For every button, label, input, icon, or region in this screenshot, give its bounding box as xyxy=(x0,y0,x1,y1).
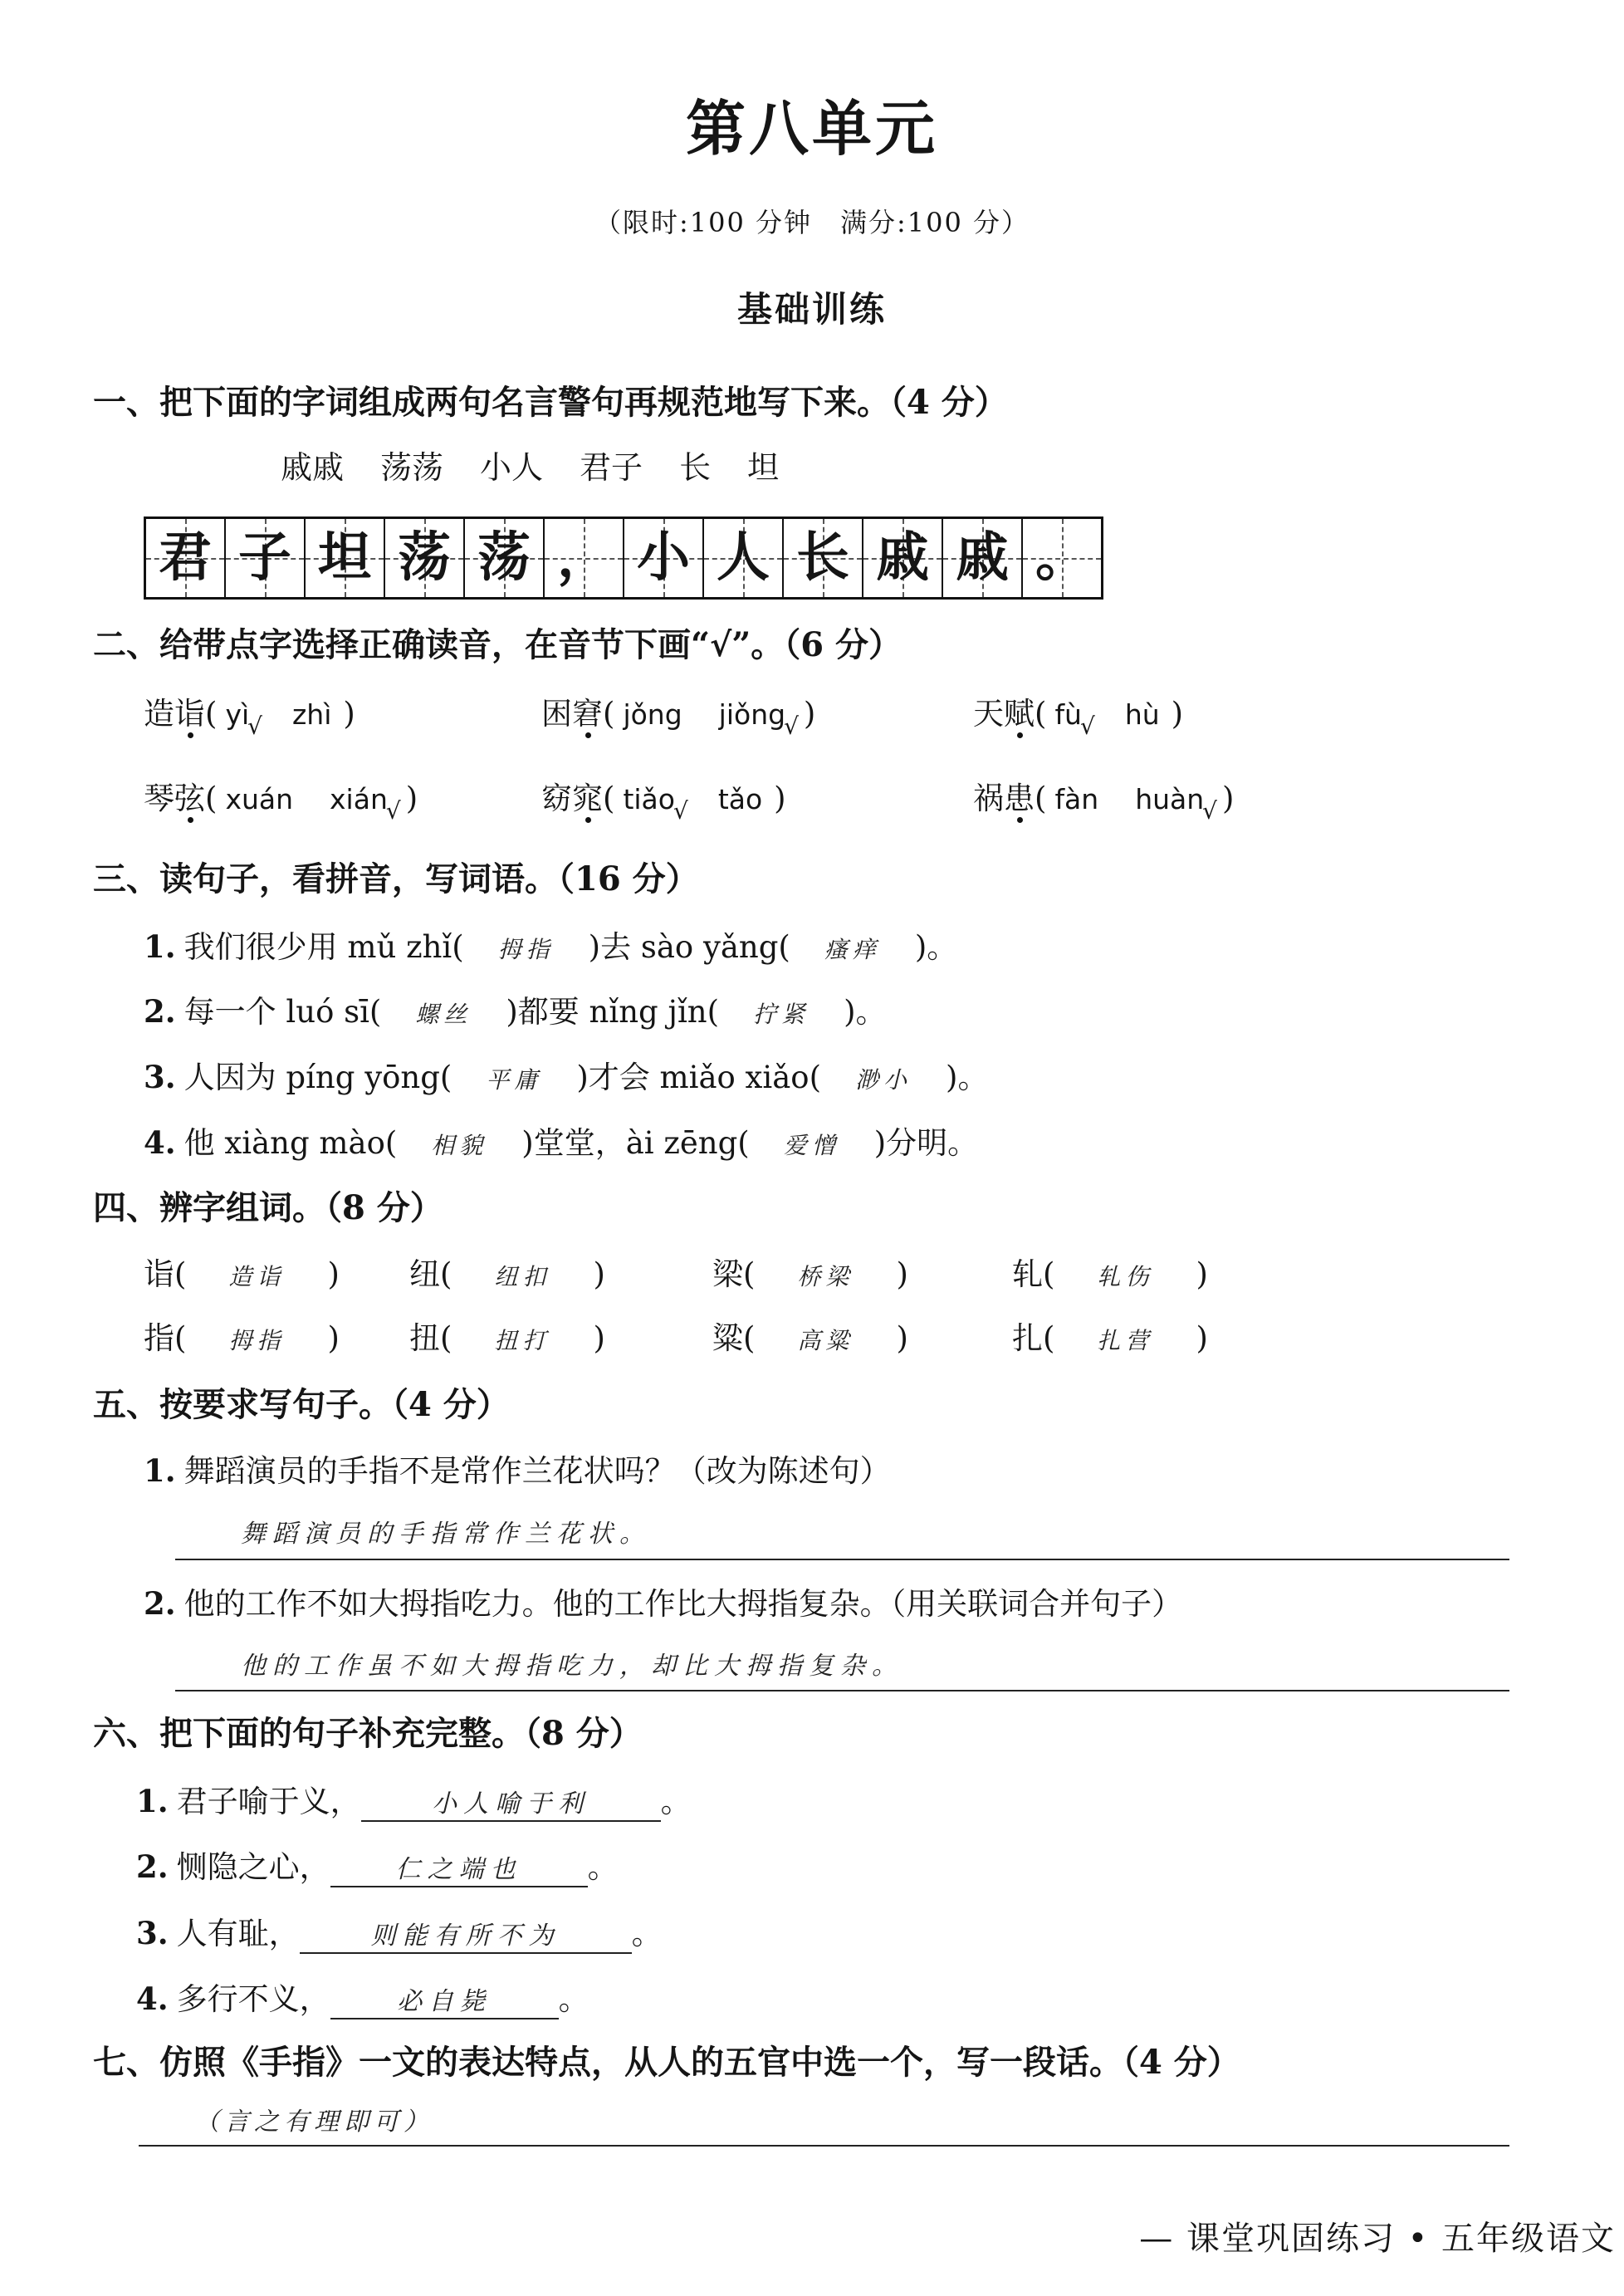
sentence-text: )都要 nǐng jǐn( xyxy=(506,994,720,1030)
item-number: 2. xyxy=(144,1585,176,1622)
grid-cell xyxy=(384,519,463,597)
question-1-word-bank xyxy=(281,449,779,487)
check-mark: √ xyxy=(1079,712,1095,740)
item-number: 4. xyxy=(144,1124,176,1161)
item-text: 人有耻， xyxy=(176,1916,300,1951)
dotted-char: 窕 xyxy=(572,781,603,816)
grid-cell xyxy=(543,519,623,597)
pinyin-option: fàn xyxy=(1054,783,1099,815)
handwritten-answer: （言之有理即可） xyxy=(194,2108,433,2137)
grid-char: 戚 xyxy=(876,526,929,589)
paren-close: ) xyxy=(774,781,786,816)
grid-char: 坦 xyxy=(318,526,371,589)
handwritten-answer: 舞蹈演员的手指常作兰花状。 xyxy=(241,1520,651,1549)
check-mark: √ xyxy=(1202,797,1218,825)
paren-close: ) xyxy=(1196,1256,1208,1292)
paren-close: ) xyxy=(1196,1320,1208,1356)
grid-cell xyxy=(862,519,942,597)
word-bank-item: 君子 xyxy=(580,449,643,486)
char-word-item xyxy=(712,1256,908,1293)
sentence-text: )堂堂，ài zēng( xyxy=(521,1125,750,1161)
base-char: 粱 xyxy=(712,1320,743,1356)
item-number: 4. xyxy=(136,1980,169,2017)
item-end: 。 xyxy=(587,1849,619,1885)
dotted-char: 赋 xyxy=(1004,696,1035,732)
grid-char: 子 xyxy=(238,526,291,589)
answer: 爱憎 xyxy=(783,1132,840,1159)
answer: 造诣 xyxy=(228,1263,286,1290)
char-word-item xyxy=(144,1256,340,1293)
question-1-prompt: 一、把下面的字词组成两句名言警句再规范地写下来。（4 分） xyxy=(93,383,1008,422)
dotted-char: 诣 xyxy=(174,696,205,732)
paren-close: ) xyxy=(896,1320,908,1356)
paren-close: ) xyxy=(803,696,816,732)
word-bank-item: 戚戚 xyxy=(281,449,345,486)
word-bank-item: 长 xyxy=(679,449,712,486)
paren-open: ( xyxy=(205,781,218,816)
grid-cell xyxy=(224,519,304,597)
word-char: 造 xyxy=(144,696,174,732)
paren-open: ( xyxy=(603,781,615,816)
handwritten-answer: 他的工作虽不如大拇指吃力，却比大拇指复杂。 xyxy=(241,1652,903,1681)
pinyin-option: yì xyxy=(225,698,250,731)
char-word-item xyxy=(409,1320,605,1357)
grid-cell xyxy=(942,519,1021,597)
pinyin-option: tǎo xyxy=(717,783,763,815)
check-mark: √ xyxy=(784,712,799,740)
pinyin-option: jiǒng xyxy=(718,698,786,731)
check-mark: √ xyxy=(385,797,401,825)
sentence-text: 他 xiàng mào( xyxy=(183,1125,398,1161)
word-char: 琴 xyxy=(144,781,174,816)
char-word-item xyxy=(144,1320,340,1357)
paren-close: ) xyxy=(1222,781,1235,816)
word-bank-item: 荡荡 xyxy=(380,449,444,486)
grid-cell xyxy=(782,519,862,597)
word-bank-item: 坦 xyxy=(747,449,780,486)
answer-line xyxy=(175,1690,1509,1691)
base-char: 诣 xyxy=(144,1256,174,1292)
answer: 桥梁 xyxy=(797,1263,854,1290)
paren-close: ) xyxy=(343,696,355,732)
word xyxy=(144,781,205,816)
pronunciation-item xyxy=(144,696,355,740)
paren-close: ) xyxy=(327,1256,340,1292)
grid-cell xyxy=(304,519,384,597)
fill-blank: 小人喻于利 xyxy=(361,1788,661,1822)
question-2-prompt: 二、给带点字选择正确读音，在音节下画“√”。（6 分） xyxy=(93,625,902,664)
pronunciation-item xyxy=(541,781,786,825)
question-4-prompt: 四、辨字组词。（8 分） xyxy=(93,1188,443,1227)
question-5-prompt: 五、按要求写句子。（4 分） xyxy=(93,1385,510,1424)
paren-open: ( xyxy=(1043,1256,1055,1292)
section-heading: 基础训练 xyxy=(736,289,887,330)
paren-close: ) xyxy=(327,1320,340,1356)
item-text: 多行不义， xyxy=(176,1981,330,2017)
grid-char: 君 xyxy=(159,526,212,589)
writing-grid xyxy=(144,516,1103,600)
grid-char: 荡 xyxy=(477,526,531,589)
item-text: 他的工作不如大拇指吃力。他的工作比大拇指复杂。（用关联词合并句子） xyxy=(183,1586,1183,1622)
pinyin-option: xuán xyxy=(225,783,294,815)
pronunciation-item xyxy=(144,781,418,825)
dotted-char: 弦 xyxy=(174,781,205,816)
paren-open: ( xyxy=(743,1320,756,1356)
paren-open: ( xyxy=(743,1256,756,1292)
pinyin-sentence xyxy=(144,993,887,1031)
pinyin-sentence xyxy=(144,1059,988,1096)
item-number: 1. xyxy=(136,1783,169,1819)
pronunciation-item xyxy=(973,781,1235,825)
grid-char: 。 xyxy=(1035,526,1088,589)
pinyin-option: tiǎo xyxy=(623,783,675,815)
word-char: 窈 xyxy=(541,781,572,816)
base-char: 轧 xyxy=(1012,1256,1043,1292)
paren-open: ( xyxy=(174,1320,187,1356)
paren-close: ) xyxy=(896,1256,908,1292)
answer-line xyxy=(175,1559,1509,1560)
paren-close: ) xyxy=(593,1256,605,1292)
item-text: 君子喻于义， xyxy=(176,1784,361,1819)
char-word-item xyxy=(1012,1256,1208,1293)
fill-blank: 则能有所不为 xyxy=(300,1920,632,1954)
paren-close: ) xyxy=(1171,696,1184,732)
pinyin-sentence xyxy=(144,928,957,966)
pronunciation-item xyxy=(541,696,816,740)
fill-blank: 必自毙 xyxy=(330,1985,559,2019)
item-text: 舞蹈演员的手指不是常作兰花状吗？（改为陈述句） xyxy=(183,1453,891,1489)
base-char: 纽 xyxy=(409,1256,440,1292)
sentence-text: )。 xyxy=(844,994,887,1030)
rewrite-item xyxy=(144,1452,891,1490)
rewrite-item xyxy=(144,1585,1182,1623)
answer: 扭打 xyxy=(494,1327,551,1354)
item-text: 恻隐之心， xyxy=(176,1849,330,1885)
char-word-item xyxy=(409,1256,605,1293)
paren-open: ( xyxy=(440,1320,452,1356)
pinyin-option: huàn xyxy=(1135,783,1205,815)
answer: 渺小 xyxy=(855,1066,912,1094)
check-mark: √ xyxy=(673,797,688,825)
word xyxy=(144,696,205,732)
sentence-text: 我们很少用 mǔ zhǐ( xyxy=(183,929,464,965)
sentence-text: )分明。 xyxy=(873,1125,979,1161)
page-title: 第八单元 xyxy=(685,93,938,164)
grid-char: 长 xyxy=(796,526,849,589)
grid-cell xyxy=(623,519,702,597)
word xyxy=(973,696,1035,732)
answer: 瘙痒 xyxy=(824,936,881,963)
item-end: 。 xyxy=(558,1981,589,2017)
item-number: 1. xyxy=(144,928,176,965)
check-mark: √ xyxy=(247,712,262,740)
char-word-item xyxy=(1012,1320,1208,1357)
pinyin-option: zhì xyxy=(291,698,332,731)
word xyxy=(973,781,1035,816)
char-word-item xyxy=(712,1320,908,1357)
item-number: 3. xyxy=(144,1059,176,1095)
answer: 拇指 xyxy=(228,1327,286,1354)
grid-char: ， xyxy=(557,526,610,589)
item-end: 。 xyxy=(631,1916,663,1951)
answer: 纽扣 xyxy=(494,1263,551,1290)
base-char: 指 xyxy=(144,1320,174,1356)
answer: 螺丝 xyxy=(415,1001,472,1028)
paren-close: ) xyxy=(593,1320,605,1356)
sentence-text: )才会 miǎo xiǎo( xyxy=(576,1060,822,1095)
paren-open: ( xyxy=(205,696,218,732)
paren-open: ( xyxy=(603,696,615,732)
item-end: 。 xyxy=(660,1784,692,1819)
pinyin-sentence xyxy=(144,1124,978,1162)
grid-char: 人 xyxy=(717,526,770,589)
fill-blank: 仁之端也 xyxy=(330,1853,588,1887)
sentence-text: )。 xyxy=(914,929,958,965)
word-char: 天 xyxy=(973,696,1004,732)
dotted-char: 窘 xyxy=(572,696,603,732)
word-char: 祸 xyxy=(973,781,1004,816)
answer: 拧紧 xyxy=(753,1001,810,1028)
paren-close: ) xyxy=(405,781,418,816)
item-number: 2. xyxy=(136,1848,169,1885)
completion-item xyxy=(136,1848,619,1887)
pinyin-option: hù xyxy=(1124,698,1160,731)
base-char: 扭 xyxy=(409,1320,440,1356)
sentence-text: 人因为 píng yōng( xyxy=(183,1060,452,1095)
grid-char: 戚 xyxy=(956,526,1009,589)
paren-open: ( xyxy=(174,1256,187,1292)
paren-open: ( xyxy=(1035,781,1047,816)
paren-open: ( xyxy=(440,1256,452,1292)
completion-item xyxy=(136,1980,589,2019)
dotted-char: 患 xyxy=(1004,781,1035,816)
question-7-prompt: 七、仿照《手指》一文的表达特点，从人的五官中选一个，写一段话。（4 分） xyxy=(93,2043,1240,2082)
word-bank-item: 小人 xyxy=(480,449,544,486)
item-number: 3. xyxy=(136,1915,169,1951)
answer: 轧伤 xyxy=(1097,1263,1154,1290)
paren-open: ( xyxy=(1035,696,1047,732)
item-number: 1. xyxy=(144,1452,176,1489)
grid-cell xyxy=(702,519,782,597)
word xyxy=(541,696,603,732)
grid-cell xyxy=(146,519,224,597)
pinyin-option: fù xyxy=(1054,698,1082,731)
completion-item xyxy=(136,1915,663,1954)
pinyin-option: jǒng xyxy=(623,698,682,731)
base-char: 梁 xyxy=(712,1256,743,1292)
answer: 扎营 xyxy=(1097,1327,1154,1354)
base-char: 扎 xyxy=(1012,1320,1043,1356)
answer: 相貌 xyxy=(431,1132,488,1159)
pronunciation-item xyxy=(973,696,1184,740)
page-footer: — 课堂巩固练习 • 五年级语文 xyxy=(1139,2220,1616,2258)
grid-cell xyxy=(463,519,543,597)
answer: 高粱 xyxy=(797,1327,854,1354)
sentence-text: )去 sào yǎng( xyxy=(588,929,790,965)
grid-char: 小 xyxy=(637,526,690,589)
word-char: 困 xyxy=(541,696,572,732)
paren-open: ( xyxy=(1043,1320,1055,1356)
grid-char: 荡 xyxy=(398,526,451,589)
answer: 拇指 xyxy=(497,936,555,963)
question-3-prompt: 三、读句子，看拼音，写词语。（16 分） xyxy=(93,859,699,898)
answer-line xyxy=(139,2145,1509,2147)
item-number: 2. xyxy=(144,993,176,1030)
question-6-prompt: 六、把下面的句子补充完整。（8 分） xyxy=(93,1714,643,1753)
answer: 平庸 xyxy=(486,1066,543,1094)
time-and-score-note: （限时:100 分钟 满分:100 分） xyxy=(594,207,1030,238)
completion-item xyxy=(136,1783,692,1822)
sentence-text: 每一个 luó sī( xyxy=(183,994,382,1030)
word xyxy=(541,781,603,816)
grid-cell xyxy=(1021,519,1101,597)
sentence-text: )。 xyxy=(946,1060,989,1095)
pinyin-option: xián xyxy=(330,783,388,815)
